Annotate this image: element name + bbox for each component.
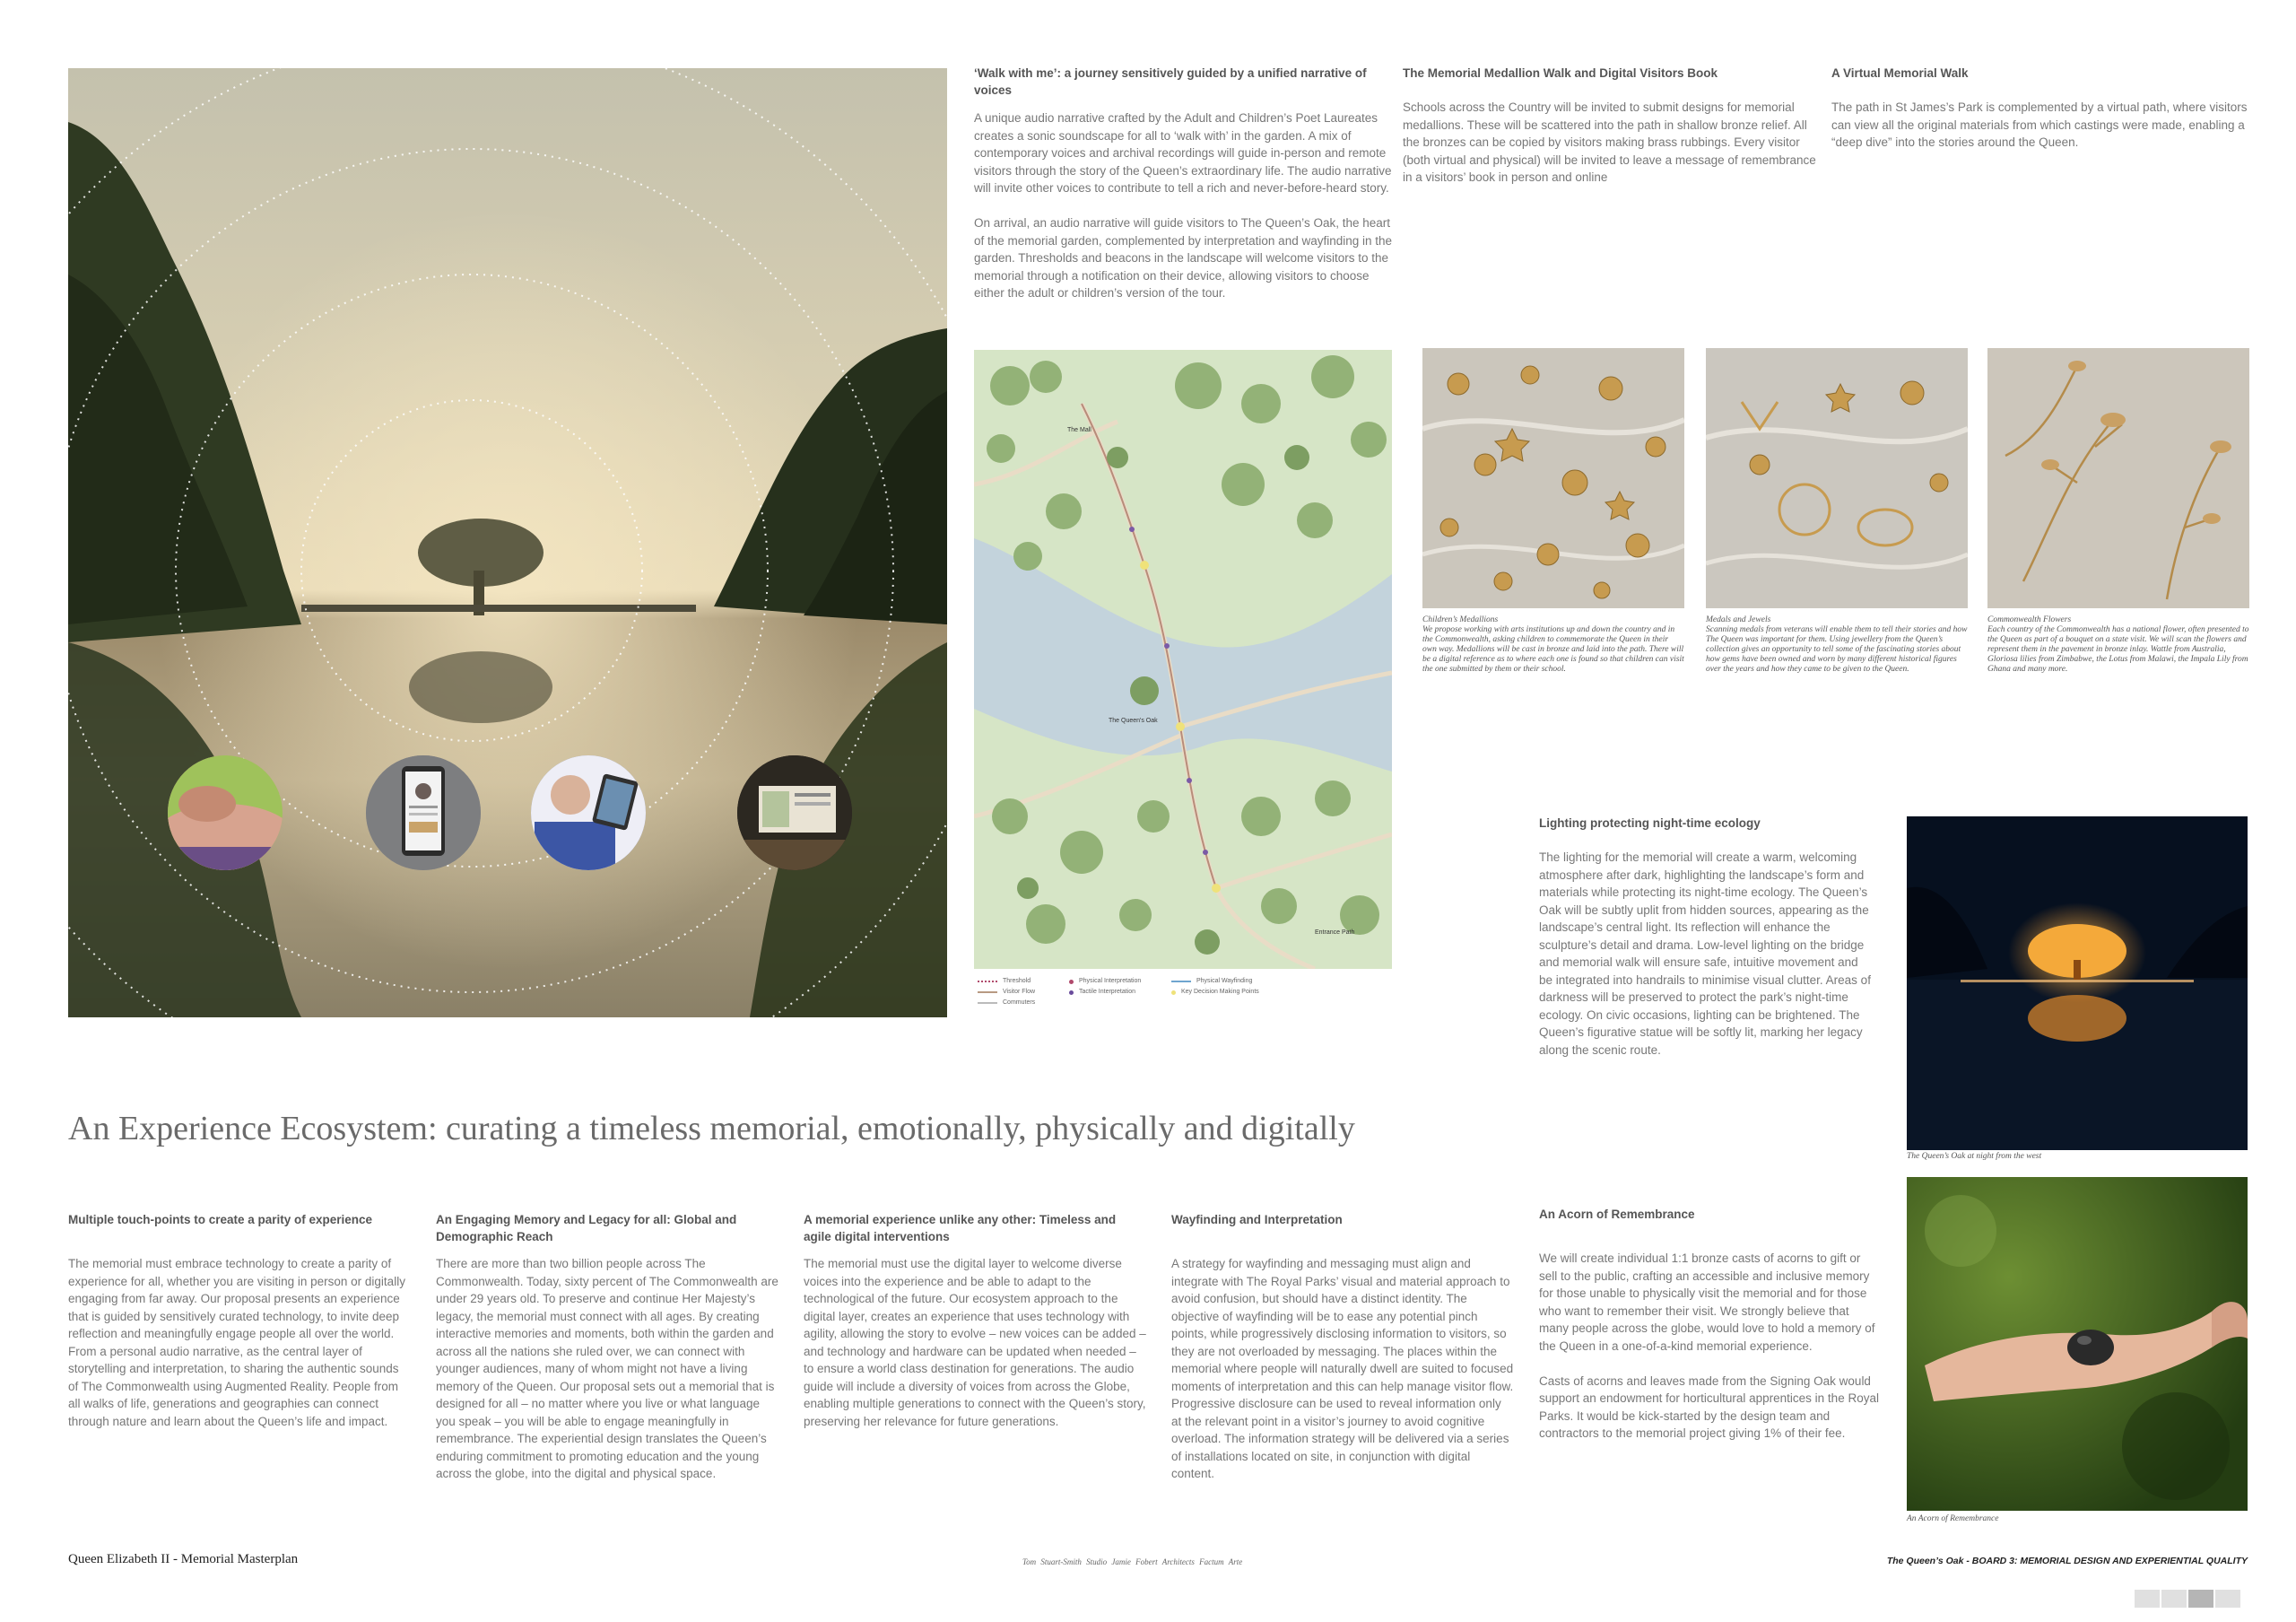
walk-with-me-body: A unique audio narrative crafted by the Adult and Children’s Poet Laureates creates a sonic soundscape for all to ‘walk with’ in the garden. A mix of contemporary voices and archival recordings will guide in-person and remote visitors through the story of the Queen’s extraordinary life. The audio narrative will invite other voices to contribute to tell a rich and never-before-heard story. On arrival, an audio narrative will guide visitors to The Queen’s Oak, the heart of the memorial garden, complemented by interpretation and wayfinding in the garden. Thresholds and beacons in the landscape will welcome visitors to the memorial through a notification on their device, allowing visitors to choose either the adult or children’s version of the tour.: [974, 111, 1393, 300]
map-legend: [978, 976, 1035, 1008]
virtual-walk-heading: A Virtual Memorial Walk: [1831, 66, 1969, 80]
footer-board-label: The Queen’s Oak - BOARD 3: MEMORIAL DESIGN AND EXPERIENTIAL QUALITY: [1886, 1556, 2248, 1566]
board-indicator-2[interactable]: [2161, 1590, 2187, 1608]
night-photo-caption: The Queen’s Oak at night from the west: [1907, 1152, 2042, 1161]
digital-interventions-heading: A memorial experience unlike any other: Timeless and agile digital interventions: [804, 1213, 1117, 1243]
footer-title: Queen Elizabeth II - Memorial Masterplan: [68, 1552, 299, 1566]
caption-title: Children’s Medallions: [1422, 615, 1499, 624]
map-legend-3: [1171, 976, 1259, 998]
tile-commonwealth-flowers: [1987, 348, 2249, 608]
legacy-body: There are more than two billion people across The Commonwealth. Today, sixty percent of The Commonwealth are under 29 years old. To preserve and continue Her Majesty’s legacy, the memorial must connect with all ages. By creating interactive memories and moments, both within the garden and across all the nations she ruled over, we can connect with younger audiences, many of whom might not have a living memory of the Queen. Our proposal sets out a memorial that is designed for all – no matter where you live or what language you speak – you will be able to engage meaningfully in remembrance. The experiential design translates the Queen’s enduring commitment to promoting education and the young across the globe, into the digital and physical space.: [436, 1257, 778, 1480]
acorn-heading: An Acorn of Remembrance: [1539, 1208, 1695, 1221]
virtual-walk-body: The path in St James’s Park is complemented by a virtual path, where visitors can view all the original materials from which castings were made, enabling a “deep dive” into the stories around the Queen.: [1831, 100, 2248, 149]
caption-title: Medals and Jewels: [1706, 615, 1771, 624]
legend-visitor-flow: Visitor Flow: [978, 987, 1035, 998]
wayfinding-body: A strategy for wayfinding and messaging must align and integrate with The Royal Parks’ visual and material approach to avoid confusion, but should have a distinct identity. The objective of wayfinding will be to ease any potential pinch points, while progressively disclosing information to visitors, so they are not overloaded by messaging. The places within the memorial where people will naturally dwell are suited to focused moments of interpretation and this can help manage visitor flow. Progressive disclosure can be used to reveal information only at the relevant point in a visitor’s journey to avoid cognitive overload. The information strategy will be delivered via a series of installations located on site, in conjunction with digital content.: [1171, 1257, 1514, 1480]
map-label-oak: The Queen's Oak: [1109, 718, 1158, 724]
touch-points-body: The memorial must embrace technology to create a parity of experience for all, whether you are visiting in person or digitally engaging from far away. Our proposal presents an experience that is guided by sensitively curated technology, to invite deep reflection and meaningfully engage people all over the world. From a personal audio narrative, as the central layer of storytelling and interpretation, to sharing the authentic sounds of The Commonwealth using Augmented Reality. People from all walks of life, generations and geographies can connect through nature and learn about the Queen’s life and impact.: [68, 1257, 405, 1428]
virtual-walk-section: [1831, 65, 2248, 152]
legend-key-decision: Key Decision Making Points: [1171, 987, 1259, 998]
lighting-body: The lighting for the memorial will create a warm, welcoming atmosphere after dark, highlighting the landscape’s form and materials while protecting its night-time ecology. The Queen’s Oak will be subtly uplit from hidden sources, appearing as the landscape’s central light. Its reflection will enhance the sculpture’s detail and drama. Low-level lighting on the bridge and memorial walk will ensure safe, intuitive movement and be integrated into handrails to minimise visual clutter. Areas of darkness will be preserved to protect the park’s night-time ecology. On civic occasions, lighting can be brightened. The Queen’s figurative statue will be softly lit, marking her legacy along the scenic route.: [1539, 850, 1871, 1057]
walk-with-me-heading: ‘Walk with me’: a journey sensitively guided by a unified narrative of voices: [974, 66, 1367, 97]
touch-points-heading: Multiple touch-points to create a parity of experience: [68, 1213, 373, 1226]
caption-text: We propose working with arts institutions up and down the country and in the Commonwealth, asking children to commemorate the Queen in their own way. Medallions will be cast in bronze and laid into the path. There will be a digital reference as to where each one is found so that children can visit the one submitted by them or their school.: [1422, 625, 1684, 674]
touch-points-section: [68, 1211, 411, 1430]
wayfinding-section: [1171, 1211, 1514, 1483]
board-indicator-1[interactable]: [2135, 1590, 2160, 1608]
caption-text: Scanning medals from veterans will enable them to tell their stories and how The Queen was important for them. Using jewellery from the Queen’s collection gives an opportunity to tell some of the fascinating stories about how gems have been owned and worn by many different historical figures over the years and how they came to be given to the Queen.: [1706, 625, 1968, 674]
legacy-heading: An Engaging Memory and Legacy for all: Global and Demographic Reach: [436, 1213, 737, 1243]
board-indicator-3-active[interactable]: [2188, 1590, 2213, 1608]
map-label-mall: The Mall: [1067, 427, 1091, 433]
legend-physical-interp: Physical Interpretation: [1069, 976, 1141, 987]
footer-credits: Tom Stuart-Smith Studio Jamie Fobert Architects Factum Arte: [1022, 1557, 1243, 1566]
medallion-walk-heading: The Memorial Medallion Walk and Digital Visitors Book: [1403, 66, 1718, 80]
legend-physical-wayfinding: Physical Wayfinding: [1171, 976, 1259, 987]
caption-childrens-medallions: [1422, 615, 1684, 675]
acorn-photo-caption: An Acorn of Remembrance: [1907, 1514, 1999, 1523]
tile-medals-jewels: [1706, 348, 1968, 608]
hero-photo: [68, 68, 947, 1017]
page-title: An Experience Ecosystem: curating a timeless memorial, emotionally, physically and digitally: [68, 1110, 1355, 1147]
medallion-walk-section: [1403, 65, 1821, 187]
acorn-photo: [1907, 1177, 2248, 1511]
medallion-walk-body: Schools across the Country will be invited to submit designs for memorial medallions. These will be scattered into the path in shallow bronze relief. All the bronzes can be copied by visitors making brass rubbings. Every visitor (both virtual and physical) will be invited to leave a message of remembrance in a visitors’ book in person and online: [1403, 100, 1816, 184]
map-label-entrance: Entrance Path: [1315, 929, 1355, 936]
legend-tactile-interp: Tactile Interpretation: [1069, 987, 1141, 998]
site-map: [974, 350, 1392, 969]
tile-childrens-medallions: [1422, 348, 1684, 608]
acorn-section: [1539, 1206, 1880, 1443]
lighting-heading: Lighting protecting night-time ecology: [1539, 816, 1761, 830]
caption-commonwealth-flowers: [1987, 615, 2249, 675]
caption-medals-jewels: [1706, 615, 1968, 675]
legacy-section: [436, 1211, 778, 1483]
digital-interventions-section: [804, 1211, 1146, 1430]
walk-with-me-section: [974, 65, 1396, 302]
caption-text: Each country of the Commonwealth has a national flower, often presented to the Queen as part of a bouquet on a state visit. We will scan the flowers and represent them in the pavement in bronze inlay. Wattle from Australia, Gloriosa lilies from Zimbabwe, the Lotus from Malawi, the Impala Lily from Ghana and many more.: [1987, 625, 2249, 674]
wayfinding-heading: Wayfinding and Interpretation: [1171, 1213, 1343, 1226]
board-indicator-4[interactable]: [2215, 1590, 2240, 1608]
night-oak-photo: [1907, 816, 2248, 1150]
acorn-body: We will create individual 1:1 bronze casts of acorns to gift or sell to the public, crafting an accessible and inclusive memory for those unable to physically visit the memorial and for those who want to remember their visit. We strongly believe that many people across the globe, would love to hold a memory of the Queen in a one-of-a-kind memorial experience. Casts of acorns and leaves made from the Signing Oak would support an endowment for horticultural apprentices in the Royal Parks. It would be kick-started by the design team and contractors to the memorial project giving 1% of their fee.: [1539, 1251, 1879, 1440]
digital-interventions-body: The memorial must use the digital layer to welcome diverse voices into the experience and be able to adapt to the technological of the future. Our ecosystem approach to the digital layer, creates an experience that uses technology with agility, allowing the story to evolve – new voices can be added – and technology and hardware can be updated when needed – to ensure a world class destination for generations. The audio guide will include a diversity of voices from across the Globe, enabling multiple generations to connect with the Queen’s story, preserving her relevance for future generations.: [804, 1257, 1146, 1428]
map-legend-2: [1069, 976, 1141, 998]
legend-threshold: Threshold: [978, 976, 1035, 987]
board-pager: [2135, 1590, 2240, 1608]
lighting-section: [1539, 815, 1871, 1059]
legend-commuters: Commuters: [978, 998, 1035, 1008]
caption-title: Commonwealth Flowers: [1987, 615, 2072, 624]
